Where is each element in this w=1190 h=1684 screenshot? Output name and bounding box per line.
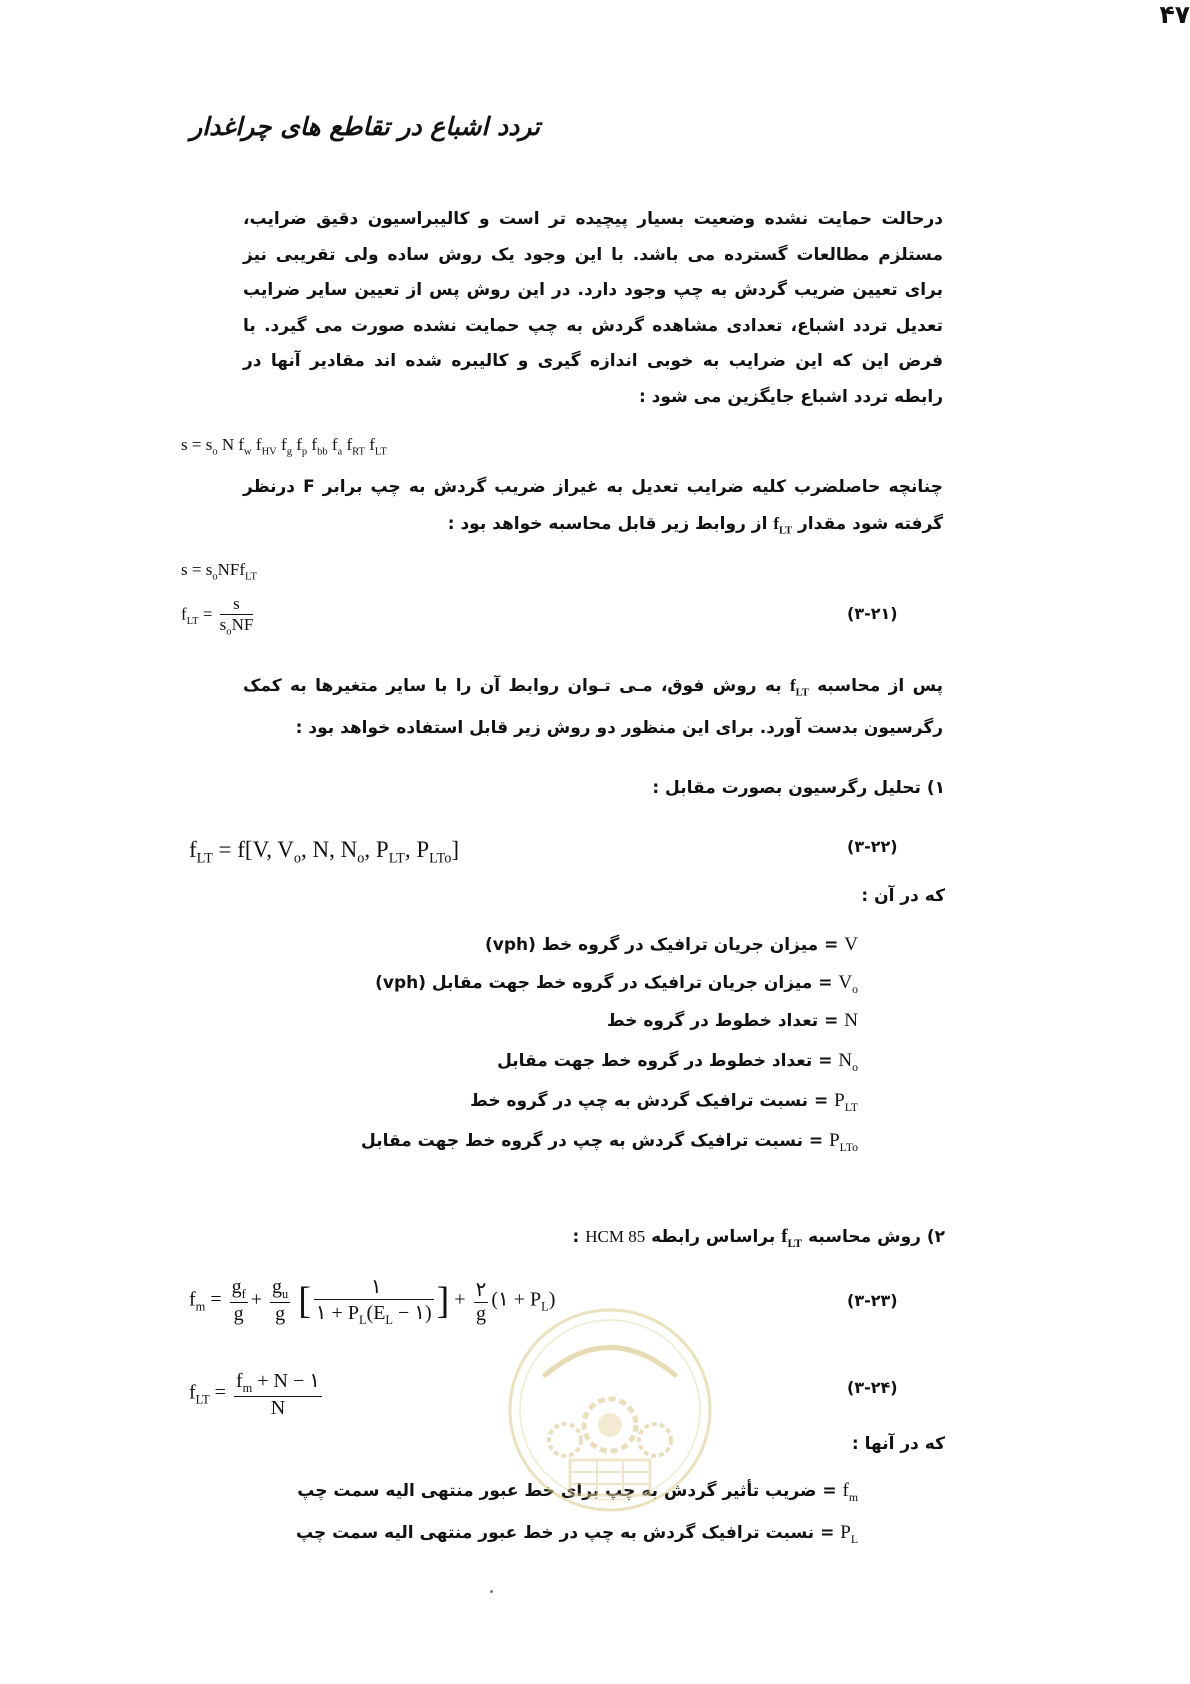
paragraph-2: چنانچه حاصلضرب کلیه ضرایب تعدیل به غیراز ضریب گردش به چپ برابر F درنظر گرفته شود مقدار $f_{LT}$ از روابط زیر قابل محاسبه خواهد بود : [243, 477, 943, 536]
equation-number-23: (۳-۲۳) [847, 1291, 898, 1310]
definition-plto: $P_{LTo}$ = نسبت ترافیک گردش به چپ در گروه خط جهت مقابل [361, 1130, 858, 1154]
equation-2a: $s = s_oNFf_{LT}$ [181, 560, 257, 583]
where-label: که در آن : [861, 886, 945, 906]
scan-speck [490, 1590, 493, 1593]
paragraph-3: پس از محاسبه $f_{LT}$ به روش فوق، مـی تـوان روابط آن را با سایر متغیرها به کمک رگرسیون بدست آورد. برای این منظور دو روش زیر قابل استفاده خواهد بود : [243, 676, 943, 738]
where-label-2: که در آنها : [851, 1434, 945, 1454]
equation-fm: $f_m$ = $\frac{g_f}{g}$ + $\frac{g_u}{g}$ [ $\frac{١}{١ + P_L(E_L - ١)}$ ] + $\frac{٢}{g}$ (١ + $P_L$) [189, 1276, 556, 1327]
definition-vo: $V_o$ = میزان جریان ترافیک در گروه خط جهت مقابل (vph) [375, 972, 858, 996]
definition-pl: $P_L$ = نسبت ترافیک گردش به چپ در خط عبور منتهی الیه سمت چپ [295, 1522, 858, 1546]
equation-number-24: (۳-۲۴) [847, 1378, 898, 1397]
equation-flt-from-fm: $f_{LT}$ = $\frac{f_m + N - ١}{N}$ [189, 1370, 321, 1419]
item-1-heading: ۱) تحلیل رگرسیون بصورت مقابل : [652, 778, 945, 798]
definition-plt: $P_{LT}$ = نسبت ترافیک گردش به چپ در گروه خط [470, 1090, 858, 1114]
definition-fm: $f_m$ = ضریب تأثیر گردش به چپ برای خط عبور منتهی الیه سمت چپ [297, 1480, 858, 1504]
item-2-heading: ۲) روش محاسبه $f_{LT}$ براساس رابطه HCM 85 : [572, 1226, 945, 1250]
equation-number-22: (۳-۲۲) [847, 837, 898, 856]
definition-v: V = میزان جریان ترافیک در گروه خط (vph) [484, 934, 858, 955]
paragraph-1: درحالت حمایت نشده وضعیت بسیار پیچیده تر است و کالیبراسیون دقیق ضرایب، مستلزم مطالعات گسترده می باشد. با این وجود یک روش ساده ولی تقریبی نیز برای تعیین ضریب گردش به چپ وجود دارد. در این روش پس از تعیین سایر ضرایب تعدیل تردد اشباع، تعدادی مشاهده گردش به چپ حمایت نشده صورت می گیرد. با فرض این که این ضرایب به خوبی اندازه گیری و کالیبره شده اند مقادیر آنها در رابطه تردد اشباع جایگزین می شود : [243, 209, 943, 407]
definition-no: $N_o$ = تعداد خطوط در گروه خط جهت مقابل [497, 1050, 858, 1074]
running-header-title: تردد اشباع در تقاطع های چراغدار [190, 112, 540, 141]
equation-regression: $f_{LT} = f[V$, $V_o$, N, $N_o$, $P_{LT}$, $P_{LTo}$] [189, 837, 460, 867]
page-number: ۴۷ [1159, 0, 1190, 29]
equation-2b: $f_{LT}$ = $\frac{s}{s_oNF}$ [181, 594, 254, 638]
equation-number-21: (۳-۲۱) [847, 604, 898, 623]
watermark-seal-icon [500, 1300, 720, 1520]
equation-saturation-flow: $s = s_o$ N $f_w$ $f_{HV}$ $f_g$ $f_p$ $f_{bb}$ $f_a$ $f_{RT}$ $f_{LT}$ [181, 435, 387, 458]
definition-n: N = تعداد خطوط در گروه خط [607, 1010, 858, 1031]
